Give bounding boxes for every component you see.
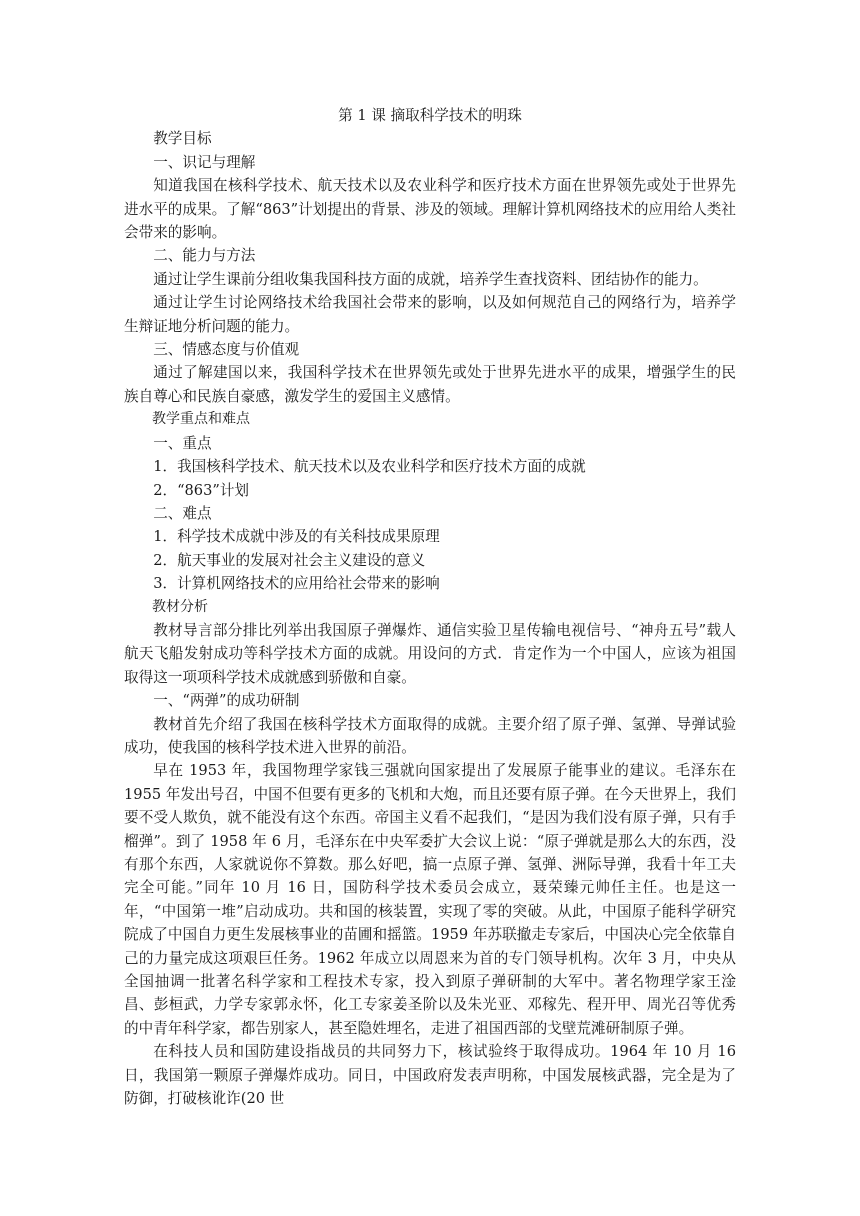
paragraph-ability-discuss: 通过让学生讨论网络技术给我国社会带来的影响，以及如何规范自己的网络行为，培养学生辩证地分析问题的能力。 xyxy=(124,294,736,335)
subheading-key-points: 一、重点 xyxy=(153,434,212,452)
paragraph-nuclear-test: 在科技人员和国防建设指战员的共同努力下，核试验终于取得成功。1964 年 10 月 16 日，我国第一颗原子弹爆炸成功。同日，中国政府发表声明称，中国发展核武器，完全是为了防御，打破核讹诈(20 世 xyxy=(124,1043,736,1108)
section-heading-material-analysis: 教材分析 xyxy=(152,598,208,615)
subheading-two-bombs: 一、“两弹”的成功研制 xyxy=(153,692,300,710)
subheading-difficulties: 二、难点 xyxy=(153,504,212,522)
list-item-key-1: 1．我国核科学技术、航天技术以及农业科学和医疗技术方面的成就 xyxy=(153,458,586,476)
section-heading-key-points: 教学重点和难点 xyxy=(152,411,250,428)
paragraph-material-intro: 教材导言部分排比列举出我国原子弹爆炸、通信实验卫星传输电视信号、“神舟五号”载人航天飞船发射成功等科学技术方面的成就。用设问的方式．肯定作为一个中国人，应该为祖国取得这一项项科学技术成就感到骄傲和自豪。 xyxy=(124,621,736,686)
subheading-ability-method: 二、能力与方法 xyxy=(153,247,256,265)
subheading-memorize-understand: 一、识记与理解 xyxy=(153,153,256,171)
list-item-difficulty-1: 1．科学技术成就中涉及的有关科技成果原理 xyxy=(153,528,440,546)
subheading-emotion-values: 三、情感态度与价值观 xyxy=(153,341,300,359)
paragraph-emotion-values: 通过了解建国以来，我国科学技术在世界领先或处于世界先进水平的成果，增强学生的民族自尊心和民族自豪感，激发学生的爱国主义感情。 xyxy=(124,364,736,405)
list-item-key-2: 2．“863”计划 xyxy=(153,481,250,499)
section-heading-teaching-goals: 教学目标 xyxy=(153,130,212,148)
paragraph-ability-collect: 通过让学生课前分组收集我国科技方面的成就，培养学生查找资料、团结协作的能力。 xyxy=(153,270,708,288)
list-item-difficulty-3: 3．计算机网络技术的应用给社会带来的影响 xyxy=(153,575,440,593)
lesson-title: 第 1 课 摘取科学技术的明珠 xyxy=(338,107,522,124)
document-body xyxy=(124,104,736,1110)
paragraph-goal-knowledge: 知道我国在核科学技术、航天技术以及农业科学和医疗技术方面在世界领先或处于世界先进水平的成果。了解“863”计划提出的背景、涉及的领域。理解计算机网络技术的应用给人类社会带来的影响。 xyxy=(124,177,736,242)
paragraph-nuclear-history: 早在 1953 年，我国物理学家钱三强就向国家提出了发展原子能事业的建议。毛泽东在 1955 年发出号召，中国不但要有更多的飞机和大炮，而且还要有原子弹。在今天世界上，我们要不受人欺负，就不能没有这个东西。帝国主义看不起我们，“是因为我们没有原子弹，只有手榴弹”。到了 1958 年 6 月，毛泽东在中央军委扩大会议上说：“原子弹就是那么大的东西，没有那个东西，人家就说你不算数。那么好吧，搞一点原子弹、氢弹、洲际导弹，我看十年工夫完全可能。”同年 10 月 16 日，国防科学技术委员会成立，聂荣臻元帅任主任。也是这一年，“中国第一堆”启动成功。共和国的核装置，实现了零的突破。从此，中国原子能科学研究院成了中国自力更生发展核事业的苗圃和摇篮。1959 年苏联撤走专家后，中国决心完全依靠自己的力量完成这项艰巨任务。1962 年成立以周恩来为首的专门领导机构。次年 3 月，中央从全国抽调一批著名科学家和工程技术专家，投入到原子弹研制的大军中。著名物理学家王淦昌、彭桓武，力学专家郭永怀，化工专家姜圣阶以及朱光亚、邓稼先、程开甲、周光召等优秀的中青年科学家，都告别家人，甚至隐姓埋名，走进了祖国西部的戈壁荒滩研制原子弹。 xyxy=(124,762,736,1037)
list-item-difficulty-2: 2．航天事业的发展对社会主义建设的意义 xyxy=(153,551,426,569)
paragraph-nuclear-achievements: 教材首先介绍了我国在核科学技术方面取得的成就。主要介绍了原子弹、氢弹、导弹试验成功，使我国的核科学技术进入世界的前沿。 xyxy=(124,715,736,756)
